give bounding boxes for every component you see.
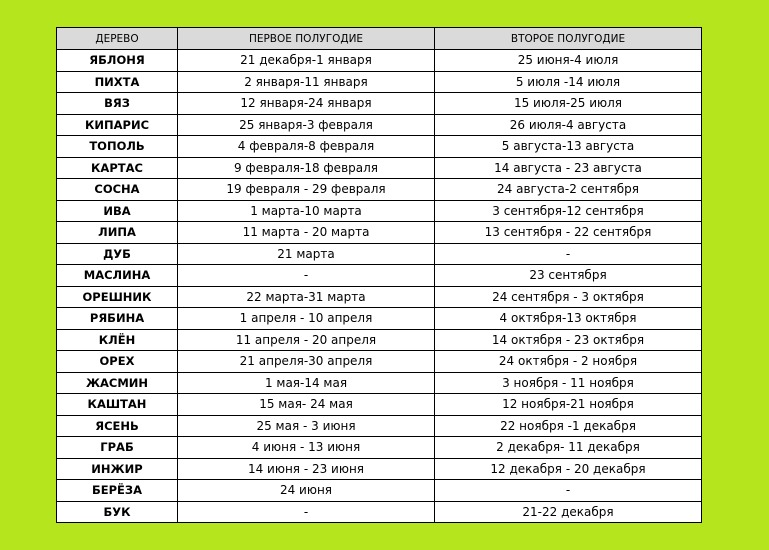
first-half-cell: 12 января-24 января (178, 93, 435, 115)
second-half-cell: 24 октября - 2 ноября (435, 351, 702, 373)
tree-name-cell: КЛЁН (57, 329, 178, 351)
tree-name-cell: ЯСЕНЬ (57, 415, 178, 437)
tree-name-cell: ИНЖИР (57, 458, 178, 480)
second-half-cell: 4 октября-13 октября (435, 308, 702, 330)
first-half-cell: 14 июня - 23 июня (178, 458, 435, 480)
second-half-cell: 5 июля -14 июля (435, 71, 702, 93)
second-half-cell: 22 ноября -1 декабря (435, 415, 702, 437)
first-half-cell: 19 февраля - 29 февраля (178, 179, 435, 201)
table-row (57, 93, 702, 115)
second-half-cell: 2 декабря- 11 декабря (435, 437, 702, 459)
tree-name-cell: КАРТАС (57, 157, 178, 179)
first-half-cell: 4 июня - 13 июня (178, 437, 435, 459)
tree-name-cell: КАШТАН (57, 394, 178, 416)
table-row (57, 437, 702, 459)
tree-name-cell: ОРЕХ (57, 351, 178, 373)
tree-name-cell: ДУБ (57, 243, 178, 265)
tree-name-cell: ЛИПА (57, 222, 178, 244)
second-half-cell: 13 сентября - 22 сентября (435, 222, 702, 244)
table-row (57, 200, 702, 222)
table-row (57, 114, 702, 136)
first-half-cell: 25 января-3 февраля (178, 114, 435, 136)
tree-name-cell: РЯБИНА (57, 308, 178, 330)
first-half-cell: 22 марта-31 марта (178, 286, 435, 308)
second-half-cell: 14 октября - 23 октября (435, 329, 702, 351)
table-row (57, 222, 702, 244)
column-header-first-half: ПЕРВОЕ ПОЛУГОДИЕ (178, 28, 435, 50)
first-half-cell: 11 апреля - 20 апреля (178, 329, 435, 351)
table-row (57, 501, 702, 523)
second-half-cell: 3 ноября - 11 ноября (435, 372, 702, 394)
header-row (57, 28, 702, 50)
table-row (57, 372, 702, 394)
first-half-cell: 21 апреля-30 апреля (178, 351, 435, 373)
column-header-second-half: ВТОРОЕ ПОЛУГОДИЕ (435, 28, 702, 50)
tree-calendar-sheet (56, 27, 701, 523)
tree-name-cell: БУК (57, 501, 178, 523)
tree-name-cell: СОСНА (57, 179, 178, 201)
table-row (57, 286, 702, 308)
first-half-cell: 9 февраля-18 февраля (178, 157, 435, 179)
first-half-cell: 15 мая- 24 мая (178, 394, 435, 416)
tree-name-cell: ВЯЗ (57, 93, 178, 115)
first-half-cell: 2 января-11 января (178, 71, 435, 93)
second-half-cell: 23 сентября (435, 265, 702, 287)
second-half-cell: 21-22 декабря (435, 501, 702, 523)
first-half-cell: 11 марта - 20 марта (178, 222, 435, 244)
table-row (57, 329, 702, 351)
tree-name-cell: ЯБЛОНЯ (57, 50, 178, 72)
second-half-cell: 24 сентября - 3 октября (435, 286, 702, 308)
second-half-cell: 12 декабря - 20 декабря (435, 458, 702, 480)
table-row (57, 136, 702, 158)
tree-calendar-table (56, 27, 702, 523)
table-row (57, 50, 702, 72)
second-half-cell: 24 августа-2 сентября (435, 179, 702, 201)
table-row (57, 179, 702, 201)
second-half-cell: 15 июля-25 июля (435, 93, 702, 115)
tree-name-cell: МАСЛИНА (57, 265, 178, 287)
second-half-cell: - (435, 480, 702, 502)
tree-name-cell: ГРАБ (57, 437, 178, 459)
second-half-cell: 14 августа - 23 августа (435, 157, 702, 179)
table-row (57, 71, 702, 93)
first-half-cell: 21 декабря-1 января (178, 50, 435, 72)
tree-name-cell: ТОПОЛЬ (57, 136, 178, 158)
table-row (57, 157, 702, 179)
tree-name-cell: ПИХТА (57, 71, 178, 93)
second-half-cell: 12 ноября-21 ноября (435, 394, 702, 416)
table-row (57, 243, 702, 265)
first-half-cell: 1 марта-10 марта (178, 200, 435, 222)
table-row (57, 480, 702, 502)
table-row (57, 351, 702, 373)
first-half-cell: 21 марта (178, 243, 435, 265)
second-half-cell: 26 июля-4 августа (435, 114, 702, 136)
tree-name-cell: БЕРЁЗА (57, 480, 178, 502)
first-half-cell: - (178, 265, 435, 287)
table-row (57, 265, 702, 287)
second-half-cell: - (435, 243, 702, 265)
first-half-cell: 1 апреля - 10 апреля (178, 308, 435, 330)
table-row (57, 308, 702, 330)
column-header-tree: ДЕРЕВО (57, 28, 178, 50)
first-half-cell: 1 мая-14 мая (178, 372, 435, 394)
second-half-cell: 3 сентября-12 сентября (435, 200, 702, 222)
table-row (57, 415, 702, 437)
first-half-cell: 24 июня (178, 480, 435, 502)
table-body (57, 50, 702, 523)
table-row (57, 458, 702, 480)
tree-name-cell: ИВА (57, 200, 178, 222)
tree-name-cell: ЖАСМИН (57, 372, 178, 394)
tree-name-cell: КИПАРИС (57, 114, 178, 136)
first-half-cell: - (178, 501, 435, 523)
second-half-cell: 5 августа-13 августа (435, 136, 702, 158)
table-row (57, 394, 702, 416)
first-half-cell: 25 мая - 3 июня (178, 415, 435, 437)
tree-name-cell: ОРЕШНИК (57, 286, 178, 308)
first-half-cell: 4 февраля-8 февраля (178, 136, 435, 158)
second-half-cell: 25 июня-4 июля (435, 50, 702, 72)
